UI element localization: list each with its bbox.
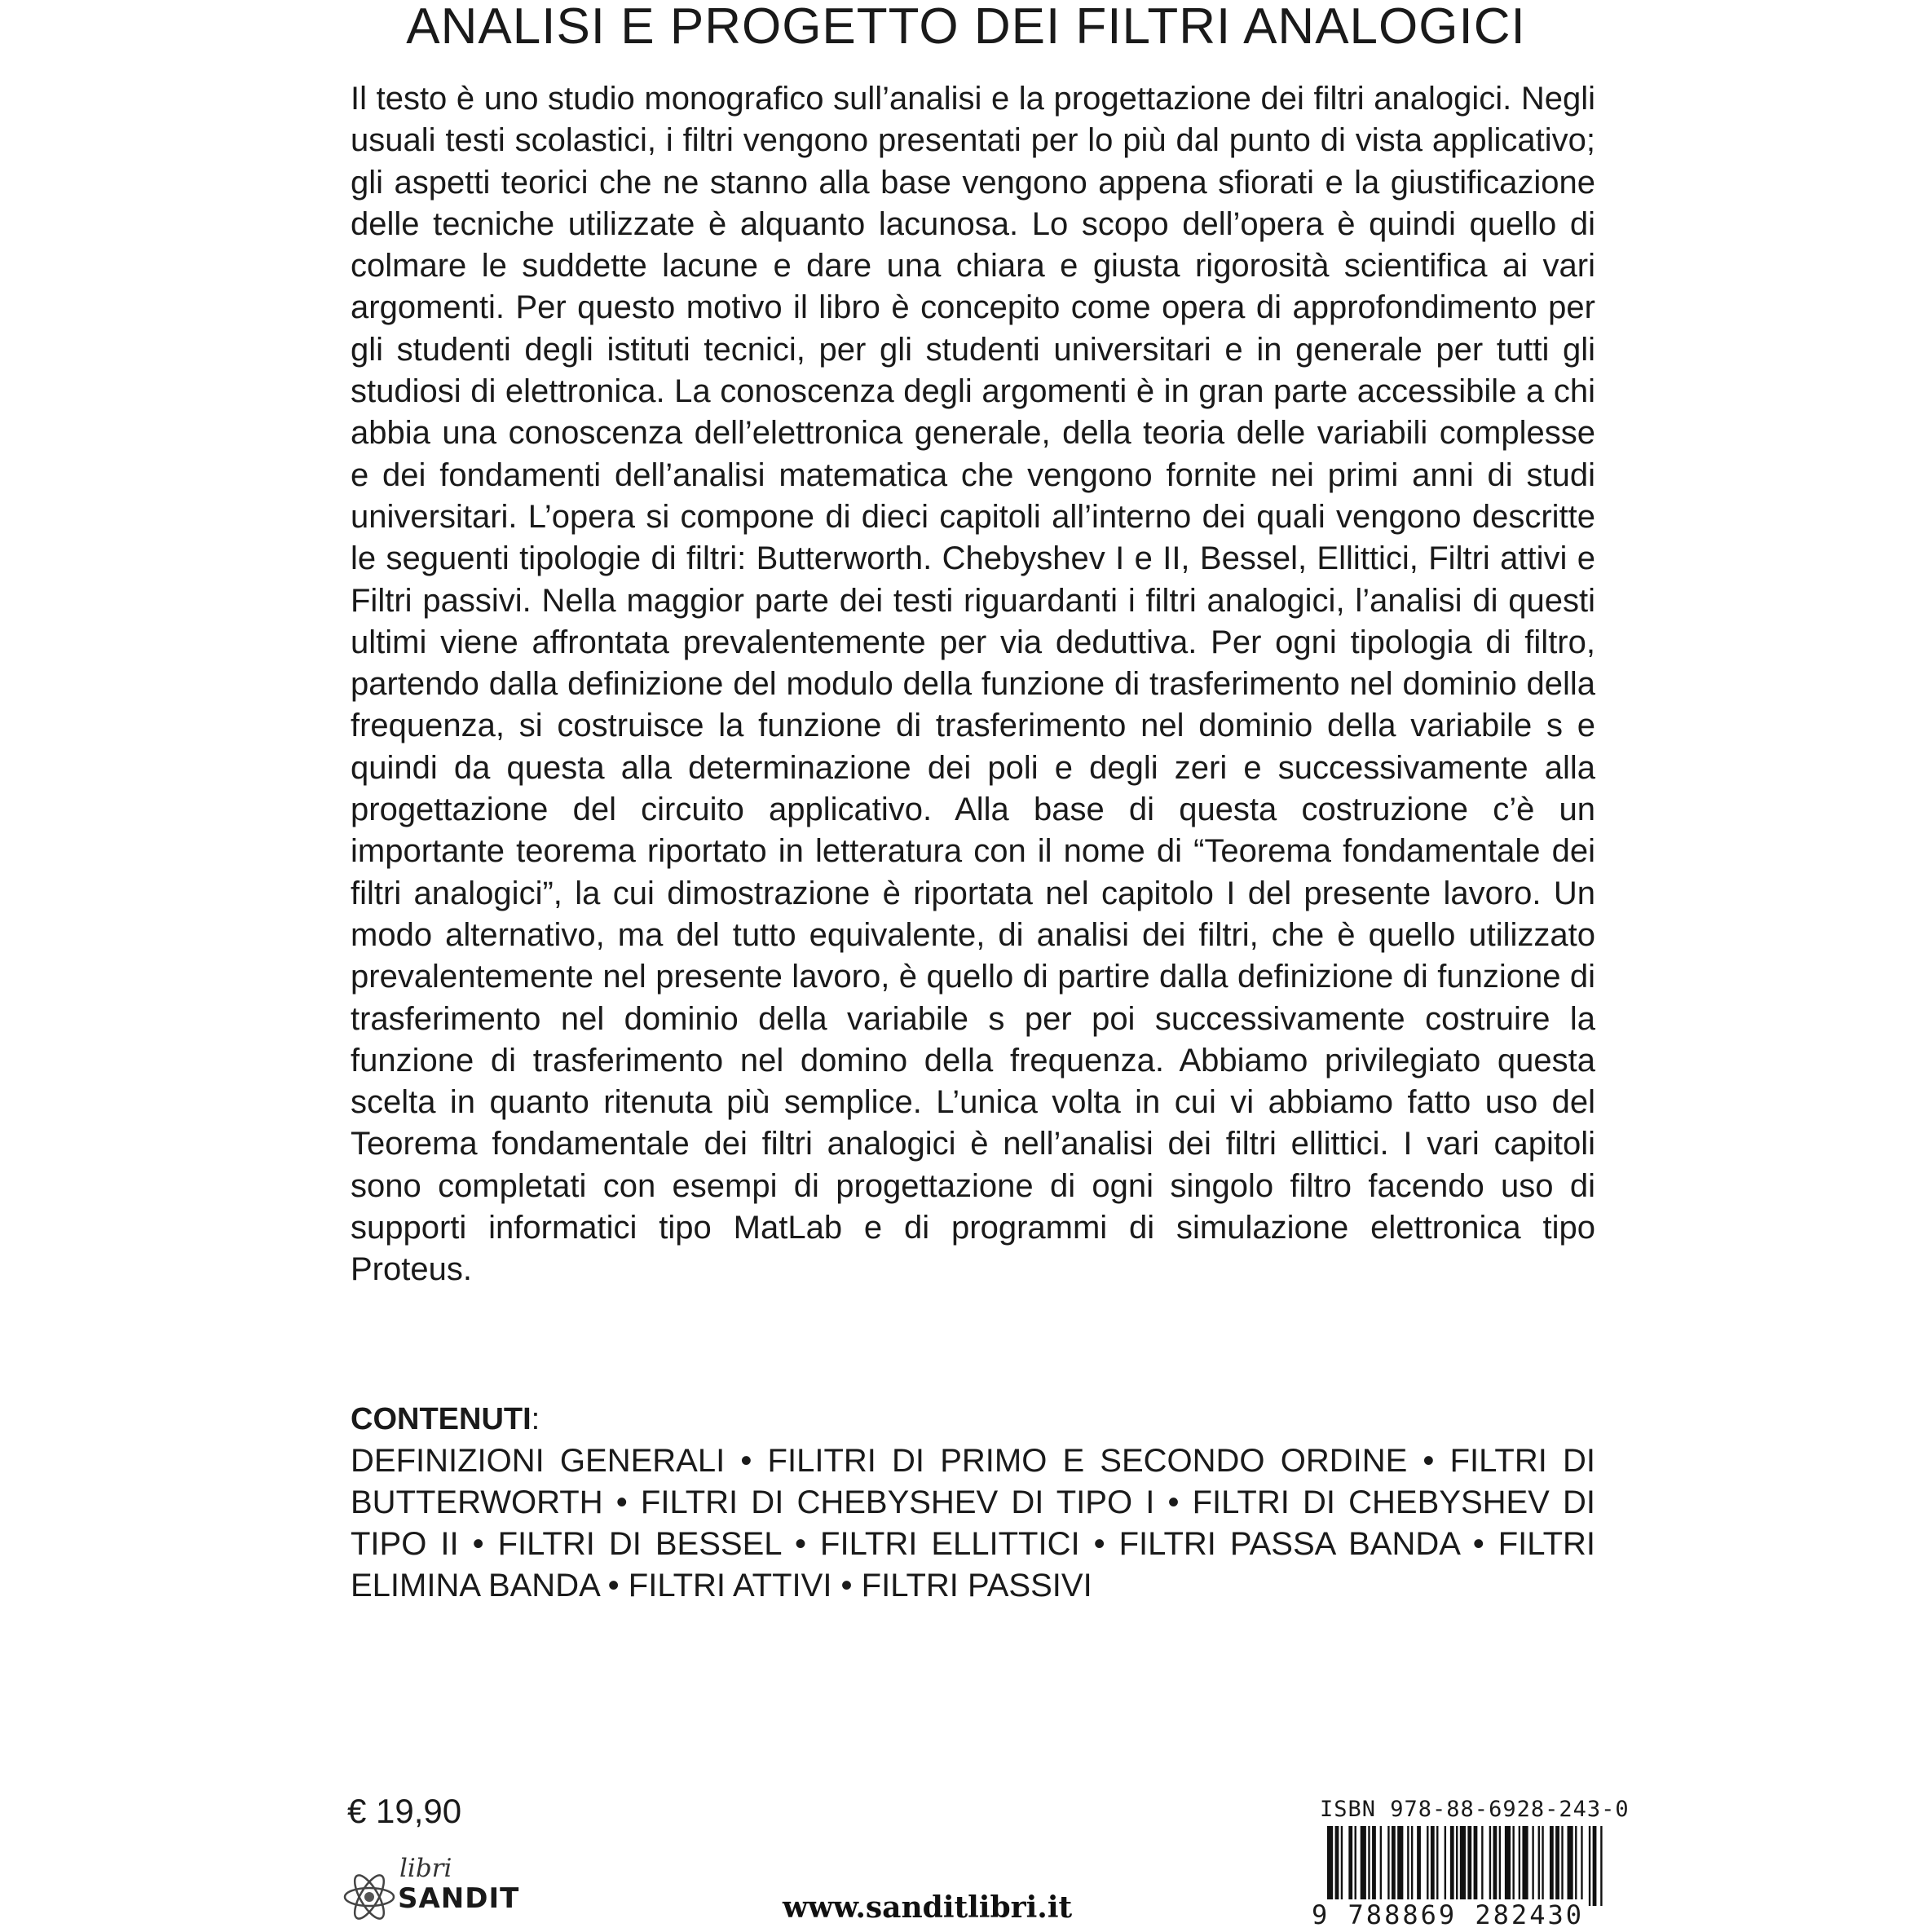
barcode-bar: [1368, 1826, 1370, 1906]
barcode-bar: [1532, 1826, 1533, 1906]
barcode-bar: [1392, 1826, 1396, 1906]
barcode-bar: [1427, 1826, 1428, 1906]
barcode-bar: [1372, 1826, 1376, 1906]
barcode-bar: [1493, 1826, 1498, 1906]
barcode-bar: [1355, 1826, 1356, 1906]
barcode-bar: [1397, 1826, 1403, 1906]
barcode-bar: [1542, 1826, 1543, 1906]
publisher-logo: [341, 1855, 545, 1932]
barcode-bar: [1593, 1826, 1597, 1906]
barcode-bar: [1380, 1826, 1382, 1906]
contents-heading-colon: :: [531, 1402, 540, 1436]
barcode-bar: [1467, 1826, 1471, 1906]
book-title: ANALISI E PROGETTO DEI FILTRI ANALOGICI: [406, 0, 1526, 55]
barcode-bar: [1436, 1826, 1438, 1906]
barcode-bar: [1348, 1826, 1352, 1906]
atom-orbit-icon: [341, 1866, 398, 1923]
book-description: Il testo è uno studio monografico sull’analisi e la progettazione dei filtri analogici. Negli usuali testi scolastici, i filtri vengono presentati per lo più dal punto di vista applicativo; gli aspetti teorici che ne stanno alla base vengono appena sfiorati e la giustificazione delle tecniche utilizzate è alquanto lacunosa. Lo scopo dell’opera è quindi quello di colmare le suddette lacune e dare una chiara e giusta rigorosità scientifica ai vari argomenti. Per questo motivo il libro è concepito come opera di approfondimento per gli studenti degli istituti tecnici, per gli studenti universitari e in generale per tutti gli studiosi di elettronica. La conoscenza degli argomenti è in gran parte accessibile a chi abbia una conoscenza dell’elettronica generale, della teoria delle variabili complesse e dei fondamenti dell’analisi matematica che vengono fornite nei primi anni di studi universitari. L’opera si compone di dieci capitoli all’interno dei quali vengono descritte le seguenti tipologie di filtri: Butterworth. Chebyshev I e II, Bessel, Ellittici, Filtri attivi e Filtri passivi. Nella maggior parte dei testi riguardanti i filtri analogici, l’analisi di questi ultimi viene affrontata prevalentemente per via deduttiva. Per ogni tipologia di filtro, partendo dalla definizione del modulo della funzione di trasferimento nel dominio della frequenza, si costruisce la funzione di trasferimento nel dominio della variabile s e quindi da questa alla determinazione dei poli e degli zeri e successivamente alla progettazione del circuito applicativo. Alla base di questa costruzione c’è un importante teorema riportato in letteratura con il nome di “Teorema fondamentale dei filtri analogici”, la cui dimostrazione è riportata nel capitolo I del presente lavoro. Un modo alternativo, ma del tutto equivalente, di analisi dei filtri, che è quello utilizzato prevalentemente nel presente lavoro, è quello di partire dalla definizione di funzione di trasferimento nel dominio della variabile s per poi successivamente costruire la funzione di trasferimento nel domino della frequenza. Abbiamo privilegiato questa scelta in quanto ritenuta più semplice. L’unica volta in cui vi abbiamo fatto uso del Teorema fondamentale dei filtri analogici è nell’analisi dei filtri ellittici. I vari capitoli sono completati con esempi di progettazione di ogni singolo filtro facendo uso di supporti informatici tipo MatLab e di programmi di simulazione elettronica tipo Proteus.: [351, 81, 1595, 1288]
barcode-bar: [1489, 1826, 1491, 1906]
contents-heading: [351, 1399, 540, 1440]
barcode-bar: [1456, 1826, 1458, 1906]
barcode-bar: [1474, 1826, 1478, 1906]
barcode-bar: [1341, 1826, 1343, 1906]
barcode-bar: [1361, 1826, 1366, 1906]
barcode-bar: [1460, 1826, 1466, 1906]
barcode-bar: [1589, 1826, 1590, 1906]
barcode-bar: [1581, 1826, 1582, 1906]
barcode-bar: [1411, 1826, 1413, 1906]
barcode-bar: [1512, 1826, 1514, 1906]
price-label: € 19,90: [347, 1792, 462, 1830]
barcode-bar: [1450, 1826, 1454, 1906]
barcode-bar: [1522, 1826, 1528, 1906]
barcode-bars: [1327, 1826, 1603, 1906]
barcode-bar: [1600, 1826, 1602, 1906]
barcode: [1327, 1826, 1604, 1906]
barcode-bar: [1575, 1826, 1577, 1906]
barcode-bar: [1505, 1826, 1511, 1906]
contents-heading-label: CONTENUTI: [351, 1402, 532, 1436]
barcode-bar: [1387, 1826, 1389, 1906]
barcode-bar: [1499, 1826, 1501, 1906]
barcode-digits: 9 788869 282430: [1308, 1899, 1587, 1930]
logo-sandit-text: SANDIT: [398, 1882, 520, 1915]
barcode-bar: [1335, 1826, 1339, 1906]
publisher-website: www.sanditlibri.it: [783, 1890, 1073, 1925]
isbn-label: ISBN 978-88-6928-243-0: [1320, 1797, 1630, 1822]
barcode-bar: [1555, 1826, 1559, 1906]
barcode-bar: [1327, 1826, 1333, 1906]
contents-list: DEFINIZIONI GENERALI • FILITRI DI PRIMO E SECONDO ORDINE • FILTRI DI BUTTERWORTH • FILTRI DI CHEBYSHEV DI TIPO I • FILTRI DI CHEBYSHEV DI TIPO II • FILTRI DI BESSEL • FILTRI ELLITTICI • FILTRI PASSA BANDA • FILTRI ELIMINA BANDA • FILTRI ATTIVI • FILTRI PASSIVI: [351, 1443, 1595, 1603]
barcode-bar: [1481, 1826, 1483, 1906]
barcode-bar: [1431, 1826, 1435, 1906]
barcode-bar: [1407, 1826, 1409, 1906]
barcode-bar: [1417, 1826, 1421, 1906]
barcode-bar: [1550, 1826, 1554, 1906]
barcode-bar: [1445, 1826, 1446, 1906]
logo-libri-text: libri: [399, 1854, 452, 1883]
barcode-bar: [1561, 1826, 1563, 1906]
barcode-bar: [1538, 1826, 1540, 1906]
barcode-bar: [1519, 1826, 1520, 1906]
barcode-bar: [1568, 1826, 1573, 1906]
